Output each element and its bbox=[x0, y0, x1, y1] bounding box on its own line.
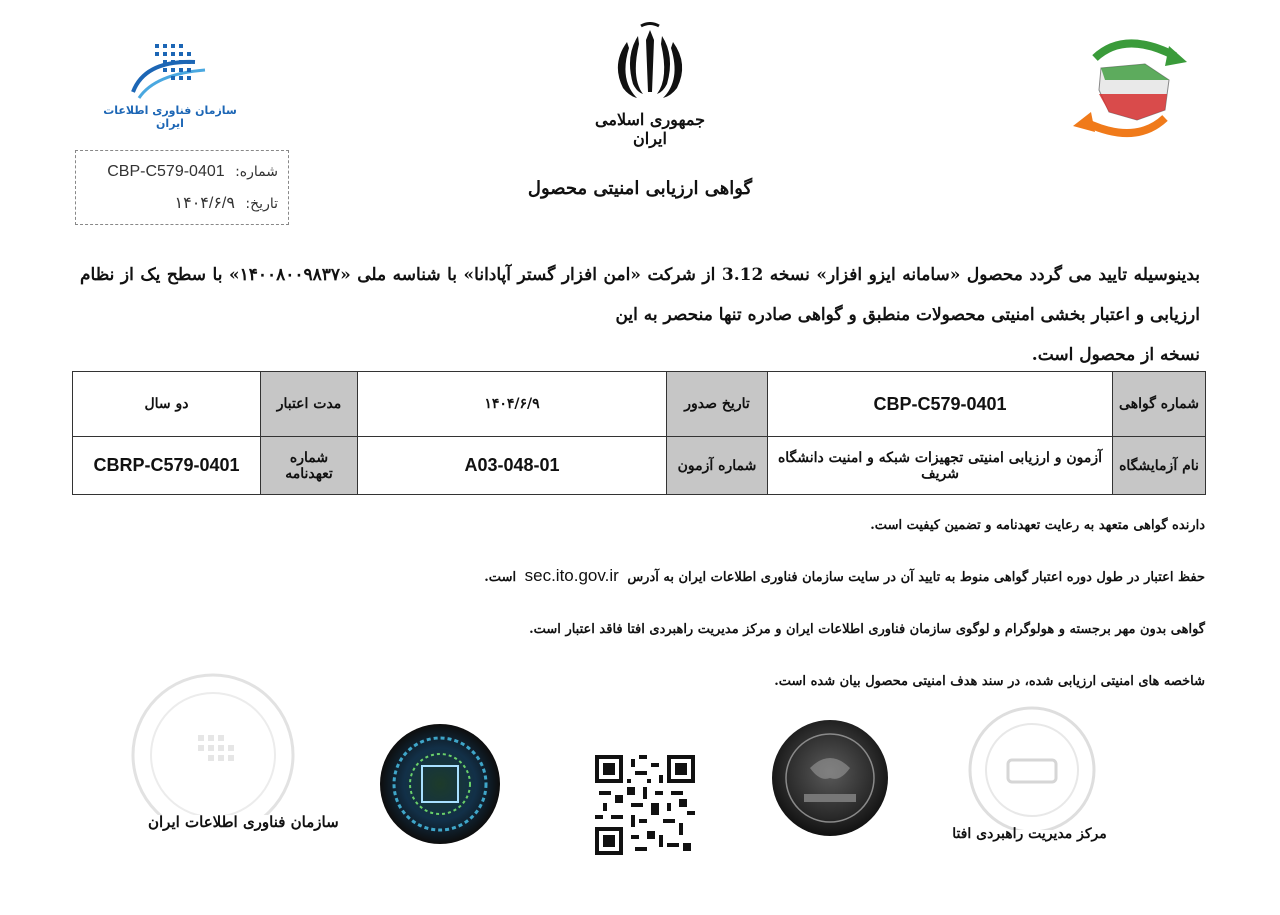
header-commitment-number: شماره تعهدنامه bbox=[261, 437, 358, 495]
hologram-icon bbox=[378, 722, 502, 846]
table-row bbox=[73, 437, 1206, 495]
ito-logo bbox=[100, 40, 240, 130]
afta-logo bbox=[1065, 28, 1195, 148]
ito-logo-caption: سازمان فناوری اطلاعات ایران bbox=[103, 104, 237, 130]
afta-embossed-seal bbox=[942, 700, 1107, 875]
cell-test-number: A03-048-01 bbox=[358, 437, 667, 495]
body-line-1: بدینوسیله تایید می گردد محصول «سامانه ایزو افزار» نسخه 3.12 از شرکت «امن افزار گستر آپادانا» با شناسه ملی «۱۴۰۰۸۰۰۹۸۳۷» با سطح یک از نظام ارزیابی و اعتبار بخشی امنیتی محصولات منطبق و گواهی صادره تنها منحصر به این bbox=[80, 265, 1201, 325]
right-stamp-caption: مرکز مدیریت راهبردی افتا bbox=[952, 826, 1107, 842]
reference-box bbox=[75, 150, 289, 225]
note-1: دارنده گواهی متعهد به رعایت تعهدنامه و تضمین کیفیت است. bbox=[870, 518, 1205, 533]
date-label: تاریخ: bbox=[245, 196, 278, 212]
note-3: گواهی بدون مهر برجسته و هولوگرام و لوگوی سازمان فناوری اطلاعات ایران و مرکز مدیریت راهبردی افتا فاقد اعتبار است. bbox=[529, 622, 1205, 637]
emblem-caption: جمهوری اسلامی ایران bbox=[595, 110, 705, 148]
document-title: گواهی ارزیابی امنیتی محصول bbox=[527, 178, 753, 199]
header-test-number: شماره آزمون bbox=[667, 437, 768, 495]
left-stamp-caption: سازمان فناوری اطلاعات ایران bbox=[148, 813, 339, 831]
qr-code[interactable] bbox=[595, 755, 695, 855]
ito-embossed-seal bbox=[118, 665, 339, 855]
header-certificate-number: شماره گواهی bbox=[1113, 372, 1206, 437]
afta-hologram-icon bbox=[770, 718, 890, 838]
hologram-sticker bbox=[378, 722, 502, 846]
cell-lab-name: آزمون و ارزیابی امنیتی تجهیزات شبکه و امنیت دانشگاه شریف bbox=[768, 437, 1113, 495]
body-line-2: نسخه از محصول است. bbox=[1031, 345, 1200, 365]
note-4: شاخصه های امنیتی ارزیابی شده، در سند هدف امنیتی محصول بیان شده است. bbox=[774, 674, 1205, 689]
qr-code-icon bbox=[595, 755, 695, 855]
afta-map-icon bbox=[1065, 28, 1195, 148]
certificate-date-line bbox=[175, 193, 278, 213]
note-2-end: است. bbox=[484, 570, 517, 585]
header-lab-name: نام آزمایشگاه bbox=[1113, 437, 1206, 495]
verification-site-link[interactable]: sec.ito.gov.ir bbox=[524, 566, 619, 585]
header-validity: مدت اعتبار bbox=[261, 372, 358, 437]
cell-commitment-number: CBRP-C579-0401 bbox=[73, 437, 261, 495]
note-2 bbox=[484, 566, 1205, 586]
header-issue-date: تاریخ صدور bbox=[667, 372, 768, 437]
certificate-body bbox=[80, 255, 1200, 375]
afta-seal-icon bbox=[942, 700, 1107, 830]
emblem-icon bbox=[605, 22, 695, 104]
table-row bbox=[73, 372, 1206, 437]
ito-logo-icon bbox=[125, 40, 215, 102]
cell-validity: دو سال bbox=[73, 372, 261, 437]
certificate-number-line bbox=[107, 163, 278, 181]
cell-issue-date: ۱۴۰۴/۶/۹ bbox=[358, 372, 667, 437]
embossed-seal-icon bbox=[118, 665, 318, 815]
afta-hologram-sticker bbox=[770, 718, 890, 838]
certificate-table bbox=[72, 371, 1206, 495]
note-2-text: حفظ اعتبار در طول دوره اعتبار گواهی منوط به تایید آن در سایت سازمان فناوری اطلاعات ایران به آدرس bbox=[627, 570, 1205, 585]
national-emblem bbox=[585, 22, 715, 148]
date-value: ۱۴۰۴/۶/۹ bbox=[174, 195, 235, 212]
number-label: شماره: bbox=[235, 164, 278, 180]
number-value: CBP-C579-0401 bbox=[107, 163, 225, 180]
cell-certificate-number: CBP-C579-0401 bbox=[768, 372, 1113, 437]
